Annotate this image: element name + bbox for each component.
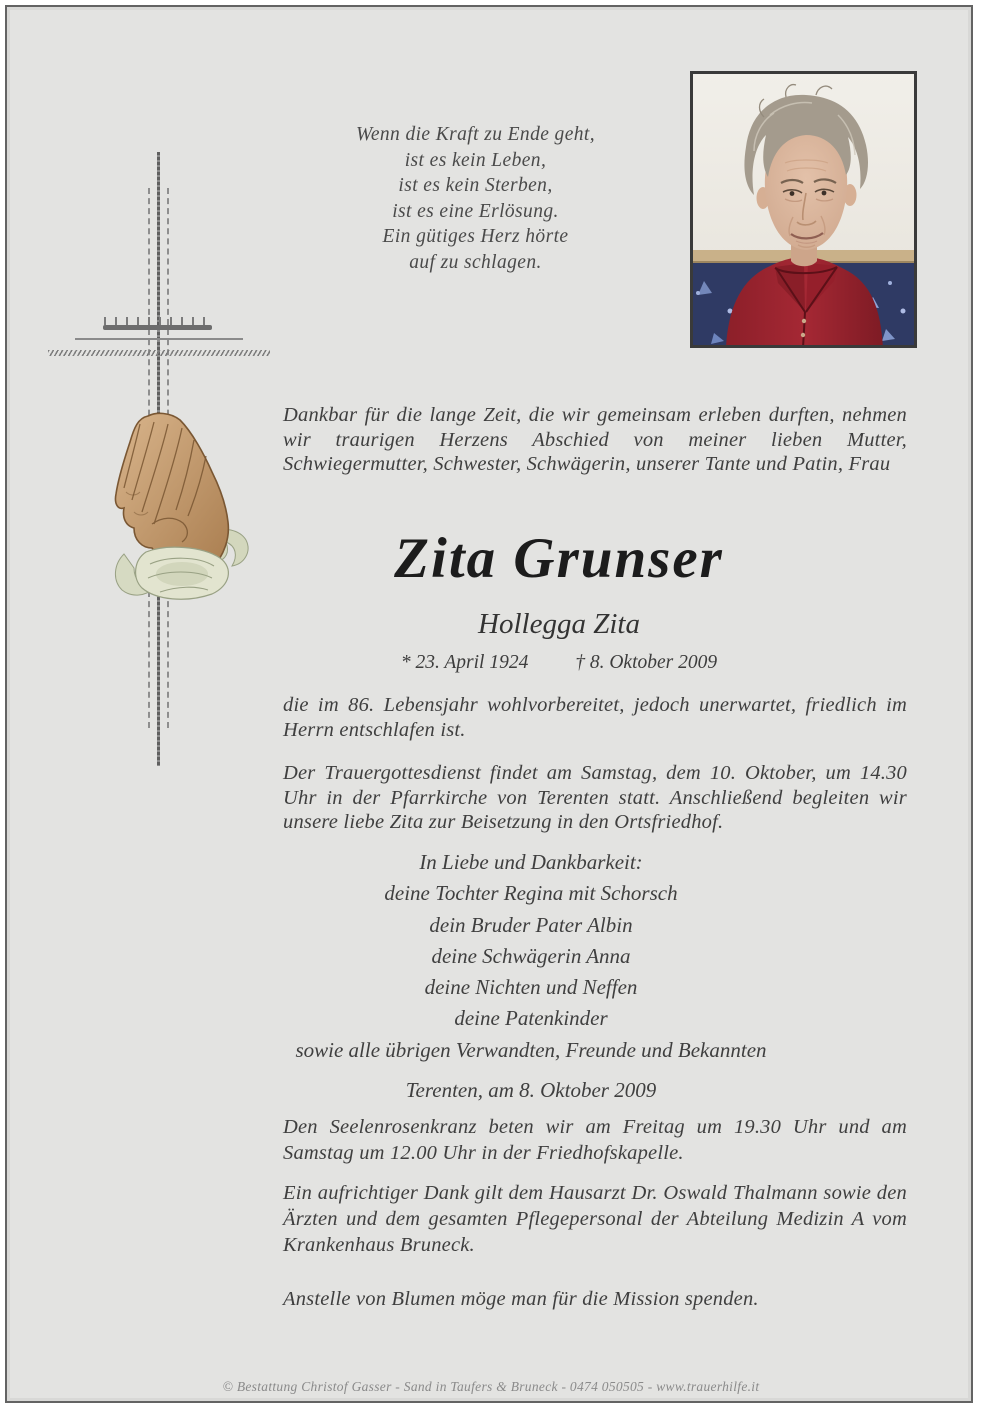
deceased-name: Zita Grunser [394,527,724,590]
donation-paragraph: Anstelle von Blumen möge man für die Mission spenden. [283,1288,759,1310]
mourner-line: sowie alle übrigen Verwandten, Freunde und Bekannten [295,1037,767,1062]
poem-line: ist es eine Erlösung. [392,200,559,222]
mourner-line: deine Nichten und Neffen [424,975,638,1000]
cross-thin-line [75,338,243,340]
mourner-line: deine Patenkinder [454,1006,608,1031]
funeral-home-footer: © Bestattung Christof Gasser - Sand in Taufers & Bruneck - 0474 050505 - www.trauerhilfe.it [222,1379,760,1394]
praying-hands-image [90,404,255,609]
poem-line: ist es kein Sterben, [398,175,553,196]
birth-date: * 23. April 1924 [400,652,529,673]
place-date-line: Terenten, am 8. Oktober 2009 [405,1078,657,1102]
rosary-paragraph: Den Seelenrosenkranz beten wir am Freitag um 19.30 Uhr und am Samstag um 12.00 Uhr in der Friedhofskapelle. [283,1116,907,1164]
cross-crossbar-ticks [104,317,212,325]
cross-zigzag-line [48,350,270,356]
poem-line: auf zu schlagen. [409,251,542,273]
intro-paragraph: Dankbar für die lange Zeit, die wir gemeinsam erleben durften, nehmen wir traurigen Herzens Abschied von meiner lieben Mutter, Schwiegermutter, Schwester, Schwägerin, unserer Tante und Patin, Frau [283,404,907,475]
memorial-poem [278,122,673,275]
mourner-line: dein Bruder Pater Albin [429,912,633,937]
thanks-paragraph: Ein aufrichtiger Dank gilt dem Hausarzt Dr. Oswald Thalmann sowie den Ärzten und dem gesamten Pflegepersonal der Abteilung Medizin A vom Krankenhaus Bruneck. [283,1182,907,1256]
mourner-line: deine Tochter Regina mit Schorsch [384,881,678,906]
cross-crossbar [103,325,212,330]
poem-line: Wenn die Kraft zu Ende geht, [355,124,596,145]
death-date: † 8. Oktober 2009 [575,652,718,673]
mourners-block [285,847,777,1066]
poem-line: ist es kein Leben, [404,149,547,171]
portrait-photo [690,71,917,348]
mourners-heading: In Liebe und Dankbarkeit: [419,850,643,874]
service-paragraph: Der Trauergottesdienst findet am Samstag, dem 10. Oktober, um 14.30 Uhr in der Pfarrkirche von Terenten statt. Anschließend begleiten wir unsere liebe Zita zur Beisetzung in den Ortsfriedhof. [283,762,907,833]
mourner-line: deine Schwägerin Anna [431,943,631,968]
life-dates [285,652,833,674]
poem-line: Ein gütiges Herz hörte [382,226,569,247]
maiden-name: Hollegga Zita [478,608,640,640]
death-notice-paragraph: die im 86. Lebensjahr wohlvorbereitet, jedoch unerwartet, friedlich im Herrn entschlafen ist. [283,694,907,741]
